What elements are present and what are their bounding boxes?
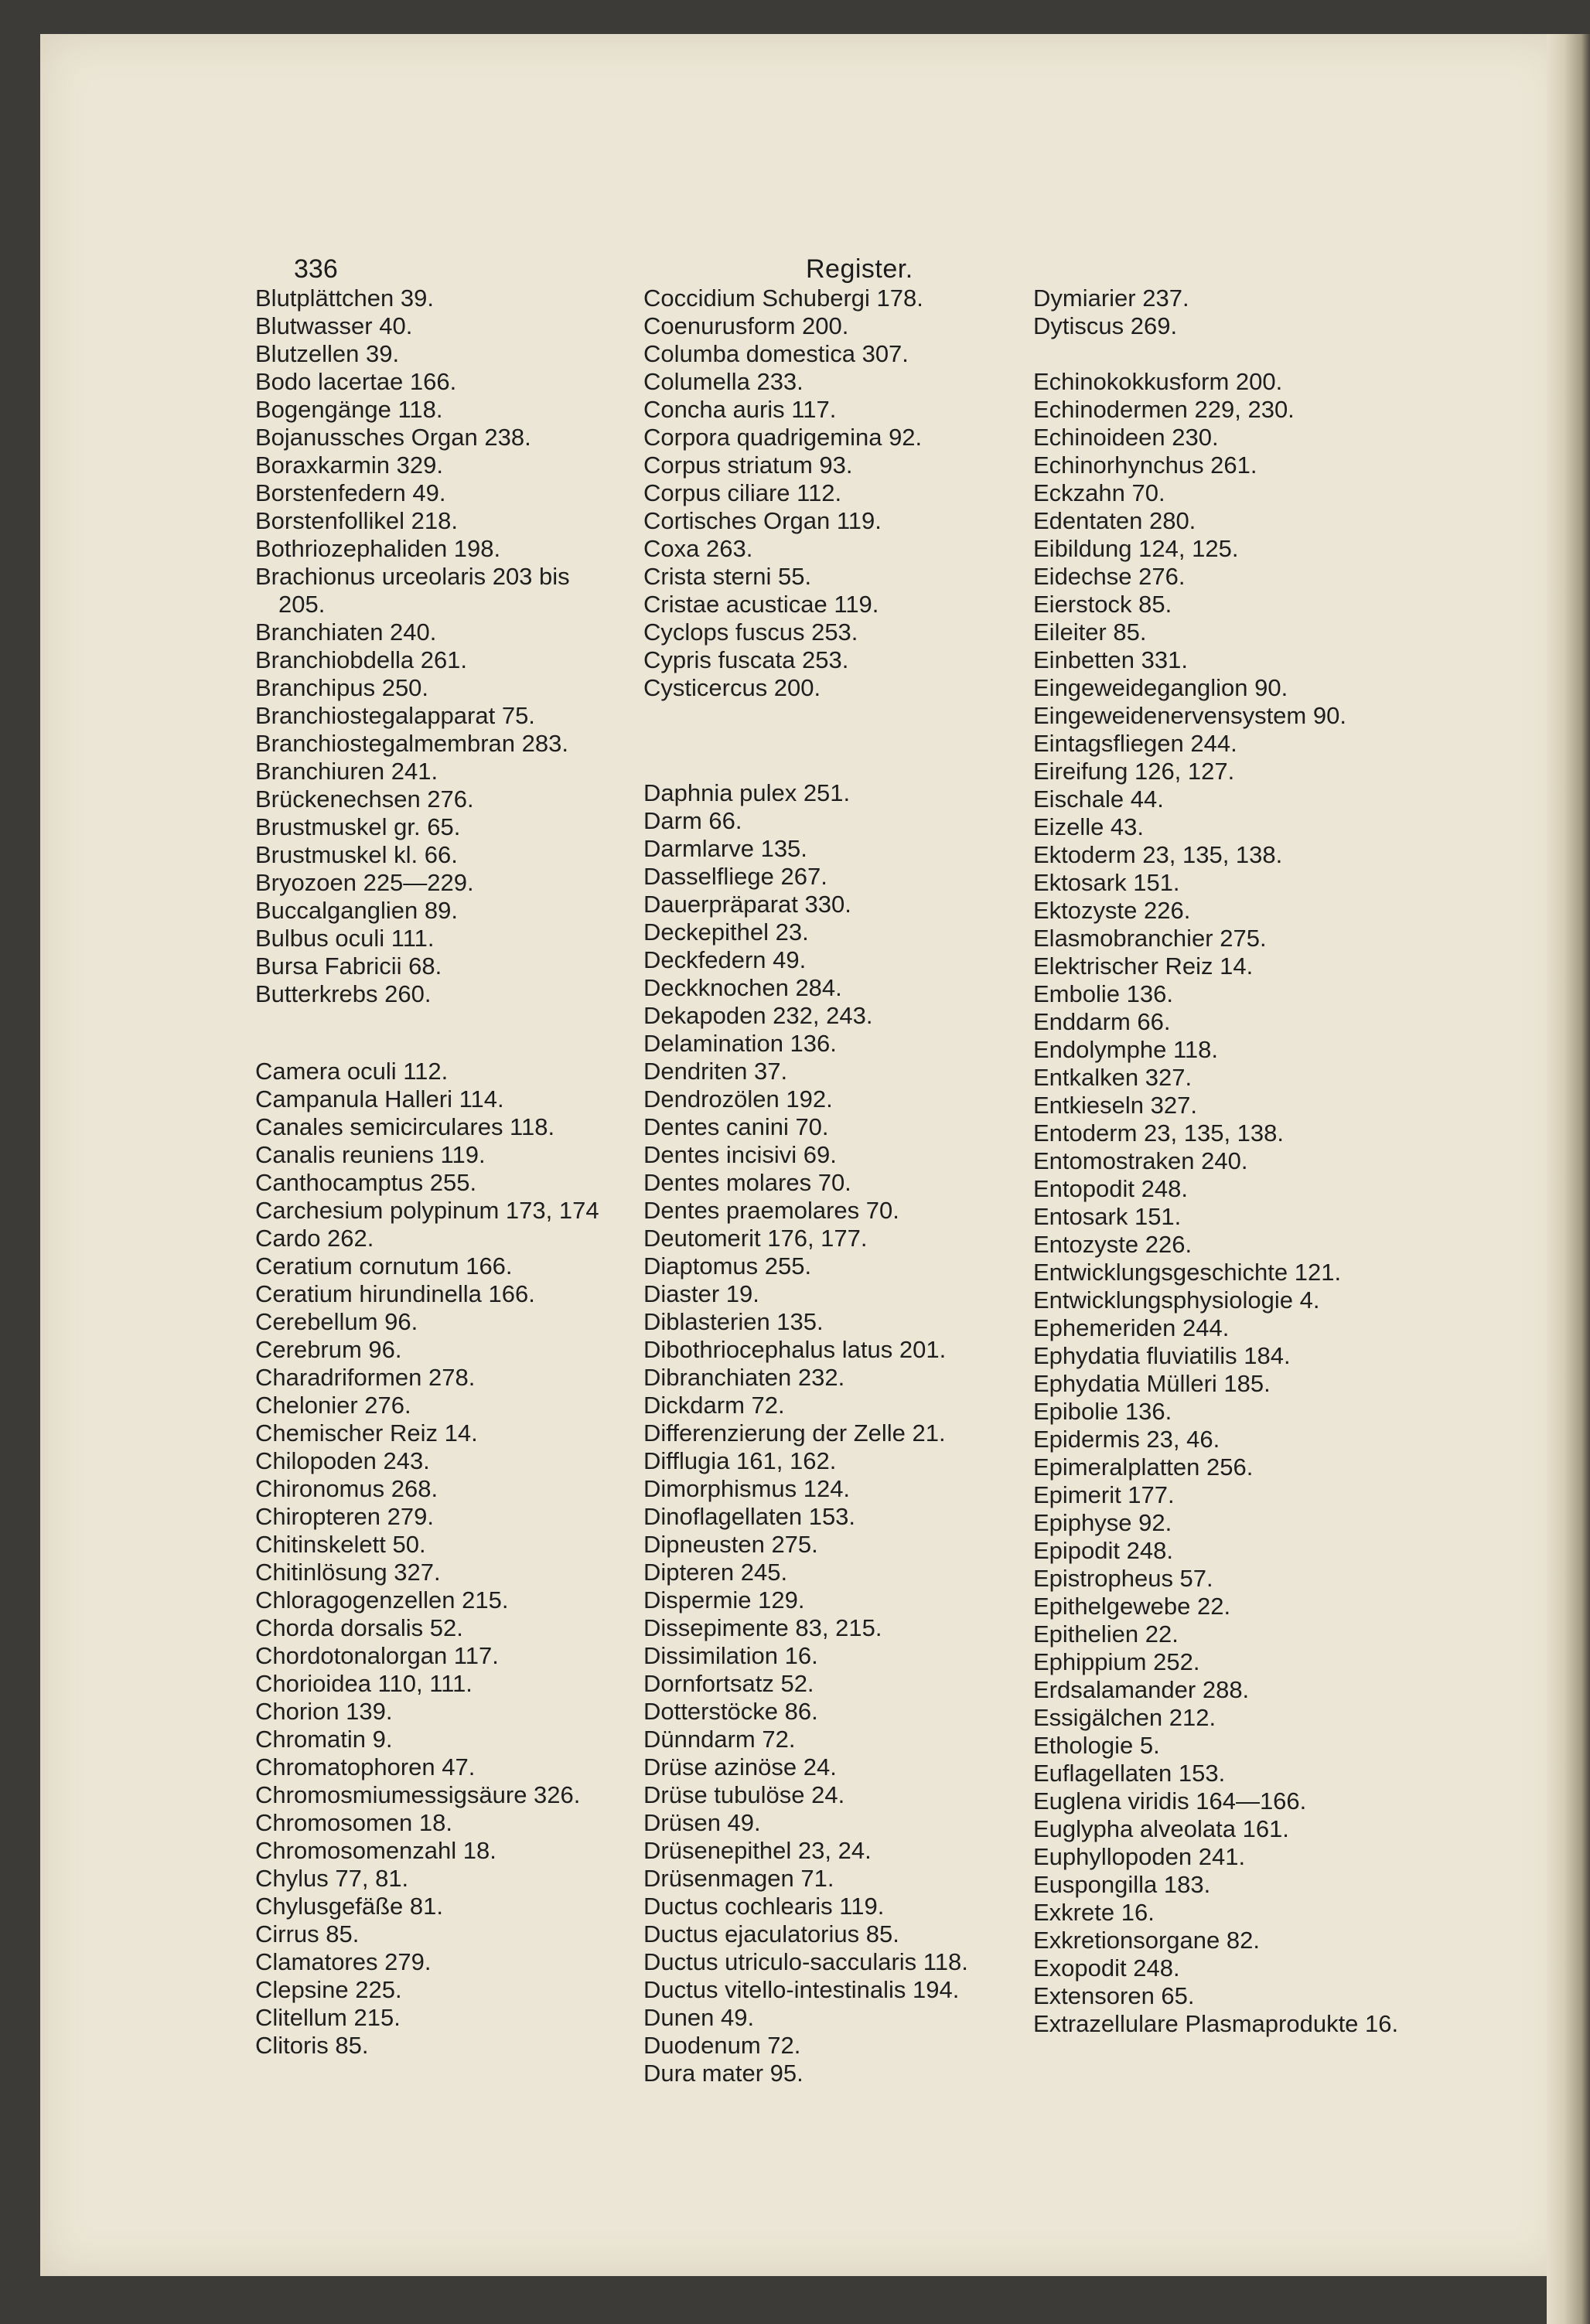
index-entry: Exkretionsorgane 82.: [1033, 1927, 1260, 1954]
index-entry: Epimeralplatten 256.: [1033, 1453, 1254, 1481]
index-entry: Dispermie 129.: [643, 1586, 805, 1614]
index-entry: Delamination 136.: [643, 1030, 837, 1057]
index-entry: Columella 233.: [643, 368, 804, 395]
index-entry: Epithelgewebe 22.: [1033, 1593, 1231, 1620]
index-entry: Euglypha alveolata 161.: [1033, 1815, 1289, 1842]
section-gap: [643, 751, 1015, 779]
index-entry: Dünndarm 72.: [643, 1726, 796, 1753]
index-entry: Borstenfedern 49.: [255, 479, 446, 506]
index-entry: Entozyste 226.: [1033, 1231, 1192, 1258]
index-entry: Dendrozölen 192.: [643, 1085, 833, 1113]
index-entry: Dytiscus 269.: [1033, 312, 1178, 339]
index-entry: Duodenum 72.: [643, 2032, 801, 2059]
index-entry: Canalis reuniens 119.: [255, 1141, 486, 1168]
index-entry: Chelonier 276.: [255, 1392, 411, 1419]
index-entry: Echinodermen 229, 230.: [1033, 396, 1295, 423]
index-entry: Ductus ejaculatorius 85.: [643, 1920, 899, 1947]
index-entry: Branchiostegalmembran 283.: [255, 730, 568, 757]
index-entry: Chemischer Reiz 14.: [255, 1419, 478, 1447]
index-entry: Boraxkarmin 329.: [255, 452, 443, 479]
index-entry: Extensoren 65.: [1033, 1982, 1195, 2009]
index-entry: Chylusgefäße 81.: [255, 1893, 443, 1920]
index-entry: Entoderm 23, 135, 138.: [1033, 1119, 1285, 1147]
index-entry: Endolymphe 118.: [1033, 1036, 1218, 1063]
index-entry: Eibildung 124, 125.: [1033, 535, 1239, 562]
section-gap: [255, 1008, 619, 1058]
index-entry: Ceratium cornutum 166.: [255, 1252, 513, 1280]
index-entry: Ethologie 5.: [1033, 1732, 1160, 1759]
index-entry: Eizelle 43.: [1033, 813, 1145, 840]
index-entry: Cypris fuscata 253.: [643, 646, 849, 673]
index-entry: Entkalken 327.: [1033, 1064, 1192, 1091]
index-entry: Drüse tubulöse 24.: [643, 1781, 845, 1808]
index-entry: Coxa 263.: [643, 535, 753, 562]
index-entry: Charadriformen 278.: [255, 1364, 476, 1391]
index-entry: Eileiter 85.: [1033, 618, 1147, 646]
index-entry: Enddarm 66.: [1033, 1008, 1171, 1035]
index-entry: Cirrus 85.: [255, 1920, 360, 1947]
index-entry: Branchiaten 240.: [255, 618, 437, 646]
index-entry: Dendriten 37.: [643, 1058, 788, 1085]
index-entry: Diaster 19.: [643, 1280, 759, 1307]
index-entry: Elasmobranchier 275.: [1033, 925, 1267, 952]
index-entry: Epithelien 22.: [1033, 1620, 1179, 1648]
index-entry: Canales semicirculares 118.: [255, 1113, 555, 1140]
index-entry: Echinoideen 230.: [1033, 424, 1219, 451]
index-entry: Ektosark 151.: [1033, 869, 1180, 896]
index-entry: Essigälchen 212.: [1033, 1704, 1216, 1731]
index-entry: Clepsine 225.: [255, 1976, 402, 2003]
index-entry: Einbetten 331.: [1033, 646, 1188, 673]
page-number: 336: [294, 254, 338, 284]
index-entry: Entwicklungsgeschichte 121.: [1033, 1259, 1342, 1286]
index-entry: Columba domestica 307.: [643, 340, 909, 367]
index-entry: Epistropheus 57.: [1033, 1565, 1213, 1592]
page-header: [40, 254, 1568, 285]
index-entry: Diblasterien 135.: [643, 1308, 824, 1335]
index-entry: Blutplättchen 39.: [255, 285, 434, 312]
index-entry: Chromosomen 18.: [255, 1809, 453, 1836]
index-entry: Dimorphismus 124.: [643, 1475, 851, 1502]
index-entry: Brachionus urceolaris 203 bis 205.: [255, 563, 570, 618]
index-entry: Deckepithel 23.: [643, 918, 809, 946]
index-entry: Blutzellen 39.: [255, 340, 400, 367]
index-entry: Diaptomus 255.: [643, 1252, 812, 1280]
index-entry: Daphnia pulex 251.: [643, 779, 851, 806]
index-entry: Brustmuskel gr. 65.: [255, 813, 461, 840]
index-entry: Entopodit 248.: [1033, 1175, 1188, 1202]
index-entry: Dymiarier 237.: [1033, 285, 1189, 312]
index-entry: Dura mater 95.: [643, 2060, 804, 2087]
index-entry: Clitoris 85.: [255, 2032, 369, 2059]
book-spine-edge: [1547, 34, 1590, 2324]
index-entry: Dipneusten 275.: [643, 1531, 818, 1558]
index-entry: Brustmuskel kl. 66.: [255, 841, 458, 868]
index-entry: Cristae acusticae 119.: [643, 591, 879, 618]
index-entry: Clamatores 279.: [255, 1948, 432, 1975]
index-entry: Branchiobdella 261.: [255, 646, 468, 673]
index-entry: Entkieseln 327.: [1033, 1092, 1197, 1119]
index-column-middle: [643, 285, 1015, 2087]
index-entry: Bothriozephaliden 198.: [255, 535, 501, 562]
index-entry: Borstenfollikel 218.: [255, 507, 458, 534]
index-entry: Echinokokkusform 200.: [1033, 368, 1283, 395]
index-entry: Ephydatia Mülleri 185.: [1033, 1370, 1271, 1397]
index-entry: Ephemeriden 244.: [1033, 1314, 1230, 1341]
index-entry: Chromosomenzahl 18.: [255, 1837, 496, 1864]
index-entry: Ektozyste 226.: [1033, 897, 1191, 924]
index-entry: Corpus ciliare 112.: [643, 479, 842, 506]
index-entry: Crista sterni 55.: [643, 563, 812, 590]
index-entry: Euglena viridis 164—166.: [1033, 1787, 1307, 1815]
index-entry: Embolie 136.: [1033, 980, 1173, 1007]
index-entry: Branchipus 250.: [255, 674, 429, 701]
index-entry: Cysticercus 200.: [643, 674, 821, 701]
index-entry: Coenurusform 200.: [643, 312, 849, 339]
index-entry: Branchiostegalapparat 75.: [255, 702, 535, 729]
index-entry: Bursa Fabricii 68.: [255, 952, 442, 980]
index-column-right: [1033, 285, 1412, 2038]
index-entry: Erdsalamander 288.: [1033, 1676, 1250, 1703]
index-entry: Coccidium Schubergi 178.: [643, 285, 923, 312]
index-entry: Ductus cochlearis 119.: [643, 1893, 885, 1920]
index-entry: Camera oculi 112.: [255, 1058, 449, 1085]
index-entry: Carchesium polypinum 173, 174: [255, 1197, 599, 1224]
section-gap: [1033, 340, 1412, 368]
index-entry: Corpora quadrigemina 92.: [643, 424, 923, 451]
index-entry: Drüse azinöse 24.: [643, 1753, 837, 1780]
index-entry: Chitinskelett 50.: [255, 1531, 426, 1558]
index-entry: Eischale 44.: [1033, 785, 1164, 813]
index-entry: Euphyllopoden 241.: [1033, 1843, 1246, 1870]
index-entry: Dipteren 245.: [643, 1559, 788, 1586]
index-entry: Epipodit 248.: [1033, 1537, 1173, 1564]
index-entry: Eierstock 85.: [1033, 591, 1172, 618]
index-entry: Buccalganglien 89.: [255, 897, 458, 924]
index-entry: Extrazellulare Plasmaprodukte 16.: [1033, 2010, 1399, 2037]
index-entry: Ektoderm 23, 135, 138.: [1033, 841, 1283, 868]
index-entry: Eingeweideganglion 90.: [1033, 674, 1288, 701]
index-entry: Blutwasser 40.: [255, 312, 413, 339]
index-entry: Difflugia 161, 162.: [643, 1447, 837, 1474]
index-entry: Butterkrebs 260.: [255, 980, 432, 1007]
index-entry: Ephydatia fluviatilis 184.: [1033, 1342, 1291, 1369]
index-entry: Eintagsfliegen 244.: [1033, 730, 1237, 757]
index-entry: Dasselfliege 267.: [643, 863, 827, 890]
index-column-left: [255, 285, 619, 2060]
index-entry: Dentes praemolares 70.: [643, 1197, 899, 1224]
index-entry: Cardo 262.: [255, 1225, 374, 1252]
index-entry: Chromatophoren 47.: [255, 1753, 476, 1780]
index-entry: Entosark 151.: [1033, 1203, 1182, 1230]
index-entry: Dissimilation 16.: [643, 1642, 818, 1669]
index-entry: Dornfortsatz 52.: [643, 1670, 814, 1697]
index-entry: Campanula Halleri 114.: [255, 1085, 504, 1113]
index-entry: Euflagellaten 153.: [1033, 1760, 1226, 1787]
index-entry: Eckzahn 70.: [1033, 479, 1165, 506]
index-entry: Dibothriocephalus latus 201.: [643, 1336, 947, 1363]
index-entry: Cerebellum 96.: [255, 1308, 418, 1335]
index-entry: Dunen 49.: [643, 2004, 755, 2031]
index-entry: Chilopoden 243.: [255, 1447, 430, 1474]
index-entry: Dissepimente 83, 215.: [643, 1614, 882, 1641]
index-entry: Drüsen 49.: [643, 1809, 761, 1836]
index-entry: Bulbus oculi 111.: [255, 925, 435, 952]
index-entry: Ceratium hirundinella 166.: [255, 1280, 535, 1307]
index-entry: Dauerpräparat 330.: [643, 891, 851, 918]
index-entry: Bogengänge 118.: [255, 396, 443, 423]
index-entry: Entomostraken 240.: [1033, 1147, 1248, 1174]
index-entry: Elektrischer Reiz 14.: [1033, 952, 1254, 980]
index-entry: Eingeweidenervensystem 90.: [1033, 702, 1346, 729]
index-entry: Cyclops fuscus 253.: [643, 618, 858, 646]
index-entry: Cortisches Organ 119.: [643, 507, 882, 534]
index-entry: Dickdarm 72.: [643, 1392, 785, 1419]
index-entry: Chironomus 268.: [255, 1475, 438, 1502]
index-entry: Drüsenmagen 71.: [643, 1865, 834, 1892]
index-entry: Cerebrum 96.: [255, 1336, 402, 1363]
index-entry: Bojanussches Organ 238.: [255, 424, 531, 451]
index-entry: Darm 66.: [643, 807, 742, 834]
index-entry: Deutomerit 176, 177.: [643, 1225, 868, 1252]
index-entry: Echinorhynchus 261.: [1033, 452, 1257, 479]
index-entry: Epidermis 23, 46.: [1033, 1426, 1220, 1453]
index-entry: Ductus vitello-intestinalis 194.: [643, 1976, 960, 2003]
index-entry: Corpus striatum 93.: [643, 452, 853, 479]
index-entry: Epimerit 177.: [1033, 1481, 1175, 1508]
index-entry: Epiphyse 92.: [1033, 1509, 1172, 1536]
index-entry: Branchiuren 241.: [255, 758, 438, 785]
index-entry: Deckfedern 49.: [643, 946, 807, 973]
index-entry: Chitinlösung 327.: [255, 1559, 441, 1586]
index-entry: Chorda dorsalis 52.: [255, 1614, 463, 1641]
index-entry: Euspongilla 183.: [1033, 1871, 1211, 1898]
index-entry: Eireifung 126, 127.: [1033, 758, 1235, 785]
index-entry: Ephippium 252.: [1033, 1648, 1200, 1675]
index-entry: Darmlarve 135.: [643, 835, 807, 862]
index-entry: Dentes incisivi 69.: [643, 1141, 837, 1168]
index-entry: Edentaten 280.: [1033, 507, 1196, 534]
index-entry: Drüsenepithel 23, 24.: [643, 1837, 872, 1864]
index-entry: Chromosmiumessigsäure 326.: [255, 1781, 581, 1808]
index-entry: Differenzierung der Zelle 21.: [643, 1419, 946, 1447]
index-entry: Dekapoden 232, 243.: [643, 1002, 873, 1029]
index-entry: Entwicklungsphysiologie 4.: [1033, 1286, 1320, 1314]
index-entry: Brückenechsen 276.: [255, 785, 474, 813]
index-entry: Dotterstöcke 86.: [643, 1698, 818, 1725]
index-entry: Concha auris 117.: [643, 396, 837, 423]
index-entry: Exopodit 248.: [1033, 1954, 1180, 1982]
index-entry: Chloragogenzellen 215.: [255, 1586, 509, 1614]
index-entry: Chordotonalorgan 117.: [255, 1642, 499, 1669]
index-entry: Chromatin 9.: [255, 1726, 393, 1753]
index-entry: Canthocamptus 255.: [255, 1169, 477, 1196]
index-entry: Eidechse 276.: [1033, 563, 1186, 590]
index-entry: Chiropteren 279.: [255, 1503, 434, 1530]
index-entry: Bryozoen 225—229.: [255, 869, 474, 896]
index-entry: Clitellum 215.: [255, 2004, 401, 2031]
index-entry: Dentes molares 70.: [643, 1169, 851, 1196]
index-entry: Chorion 139.: [255, 1698, 393, 1725]
index-entry: Dibranchiaten 232.: [643, 1364, 845, 1391]
index-entry: Epibolie 136.: [1033, 1398, 1172, 1425]
index-entry: Exkrete 16.: [1033, 1899, 1155, 1926]
index-entry: Deckknochen 284.: [643, 974, 842, 1001]
index-entry: Ductus utriculo-saccularis 118.: [643, 1948, 968, 1975]
page-title: Register.: [806, 254, 913, 284]
index-entry: Dentes canini 70.: [643, 1113, 829, 1140]
index-entry: Chorioidea 110, 111.: [255, 1670, 473, 1697]
index-entry: Dinoflagellaten 153.: [643, 1503, 856, 1530]
index-entry: Bodo lacertae 166.: [255, 368, 457, 395]
index-entry: Chylus 77, 81.: [255, 1865, 409, 1892]
section-gap: [643, 702, 1015, 751]
